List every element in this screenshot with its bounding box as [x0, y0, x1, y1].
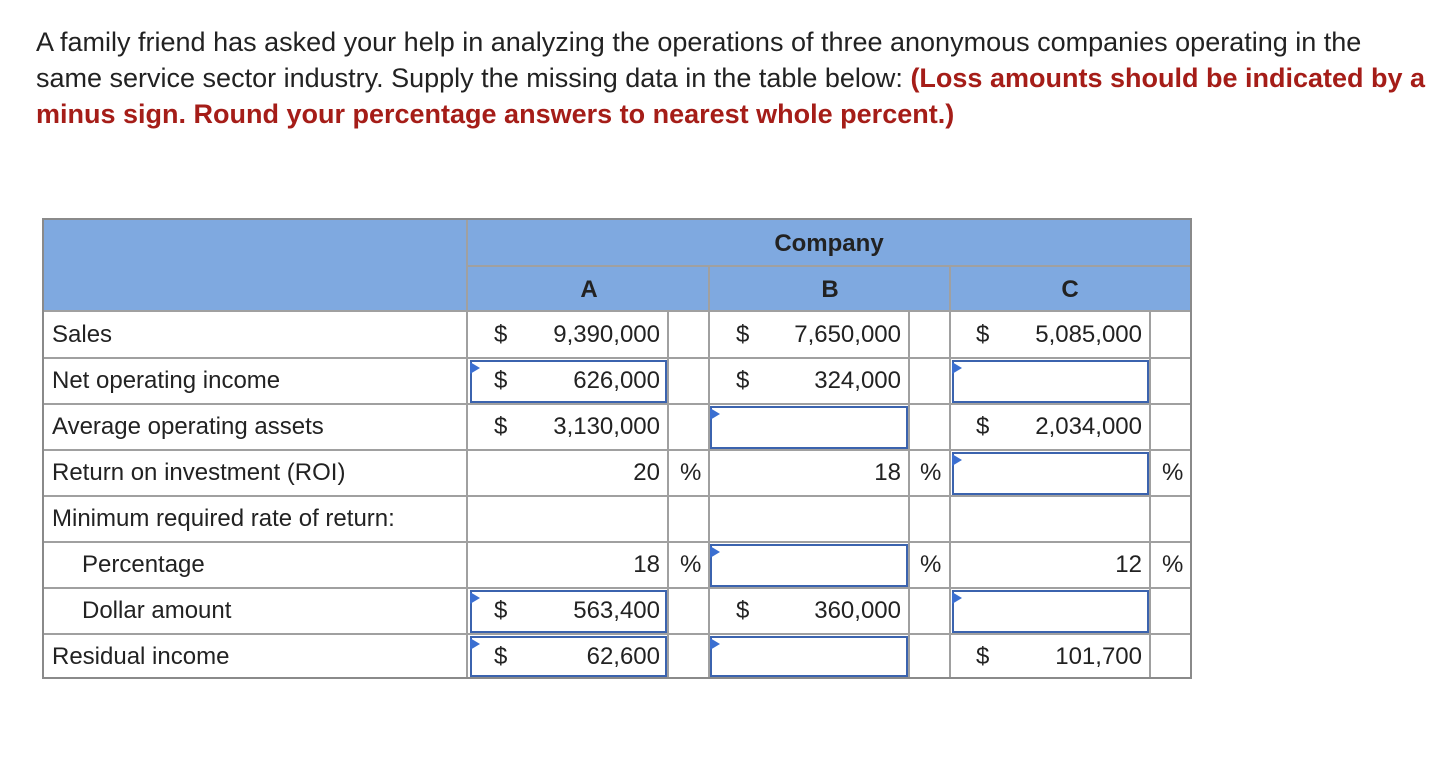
question-instruction: (Loss amounts should be indicated by a minus sign. Round your percentage answers to nearest whole percent.)	[36, 63, 1426, 129]
percent-sign: %	[1162, 551, 1184, 578]
column-header-a: A	[580, 276, 598, 303]
flag-icon	[470, 592, 480, 604]
residual-a-value: 62,600	[586, 643, 660, 670]
roi-a-value: 20	[633, 459, 660, 486]
flag-icon	[470, 362, 480, 374]
grid-line	[468, 265, 1190, 267]
grid-line	[949, 265, 951, 677]
flag-icon	[470, 638, 480, 650]
assets-b-input[interactable]	[716, 410, 905, 446]
roi-c-input[interactable]	[958, 456, 1146, 492]
percent-sign: %	[680, 459, 702, 486]
currency-symbol: $	[976, 321, 990, 348]
noi-a-value: 626,000	[573, 367, 660, 394]
percent-sign: %	[1162, 459, 1184, 486]
row-label-percentage: Percentage	[82, 551, 205, 578]
noi-c-input[interactable]	[958, 364, 1146, 400]
grid-line	[708, 265, 710, 677]
currency-symbol: $	[494, 367, 508, 394]
assets-a-value: 3,130,000	[553, 413, 660, 440]
row-label-sales: Sales	[52, 321, 113, 348]
currency-symbol: $	[976, 643, 990, 670]
grid-line	[1149, 310, 1151, 677]
currency-symbol: $	[494, 643, 508, 670]
percentage-b-input[interactable]	[716, 548, 905, 584]
row-label-noi: Net operating income	[52, 367, 281, 394]
percent-sign: %	[680, 551, 702, 578]
percentage-c-value: 12	[1115, 551, 1142, 578]
grid-line	[44, 310, 1190, 312]
residual-b-input[interactable]	[716, 640, 905, 676]
sales-c-value: 5,085,000	[1035, 321, 1142, 348]
dollar-a-value: 563,400	[573, 597, 660, 624]
row-label-assets: Average operating assets	[52, 413, 324, 440]
sales-b-value: 7,650,000	[794, 321, 901, 348]
currency-symbol: $	[736, 367, 750, 394]
dollar-c-input[interactable]	[958, 594, 1146, 630]
row-label-dollar: Dollar amount	[82, 597, 232, 624]
roi-b-value: 18	[874, 459, 901, 486]
row-label-residual: Residual income	[52, 643, 230, 670]
data-table	[42, 218, 1192, 679]
question-text	[36, 24, 1431, 132]
currency-symbol: $	[494, 597, 508, 624]
dollar-b-value: 360,000	[814, 597, 901, 624]
currency-symbol: $	[736, 597, 750, 624]
column-header-c: C	[1061, 276, 1079, 303]
currency-symbol: $	[494, 413, 508, 440]
currency-symbol: $	[736, 321, 750, 348]
company-header: Company	[774, 230, 884, 257]
question-body: A family friend has asked your help in analyzing the operations of three anonymous companies operating in the same service sector industry. Supply the missing data in the table below:	[36, 27, 1362, 93]
row-label-roi: Return on investment (ROI)	[52, 459, 346, 486]
percent-sign: %	[920, 459, 942, 486]
residual-c-value: 101,700	[1055, 643, 1142, 670]
assets-c-value: 2,034,000	[1035, 413, 1142, 440]
row-label-min-rate: Minimum required rate of return:	[52, 505, 395, 532]
column-header-b: B	[821, 276, 839, 303]
percent-sign: %	[920, 551, 942, 578]
currency-symbol: $	[494, 321, 508, 348]
noi-b-value: 324,000	[814, 367, 901, 394]
currency-symbol: $	[976, 413, 990, 440]
grid-line	[667, 310, 669, 677]
grid-line	[466, 220, 468, 677]
sales-a-value: 9,390,000	[553, 321, 660, 348]
grid-line	[908, 310, 910, 677]
percentage-a-value: 18	[633, 551, 660, 578]
